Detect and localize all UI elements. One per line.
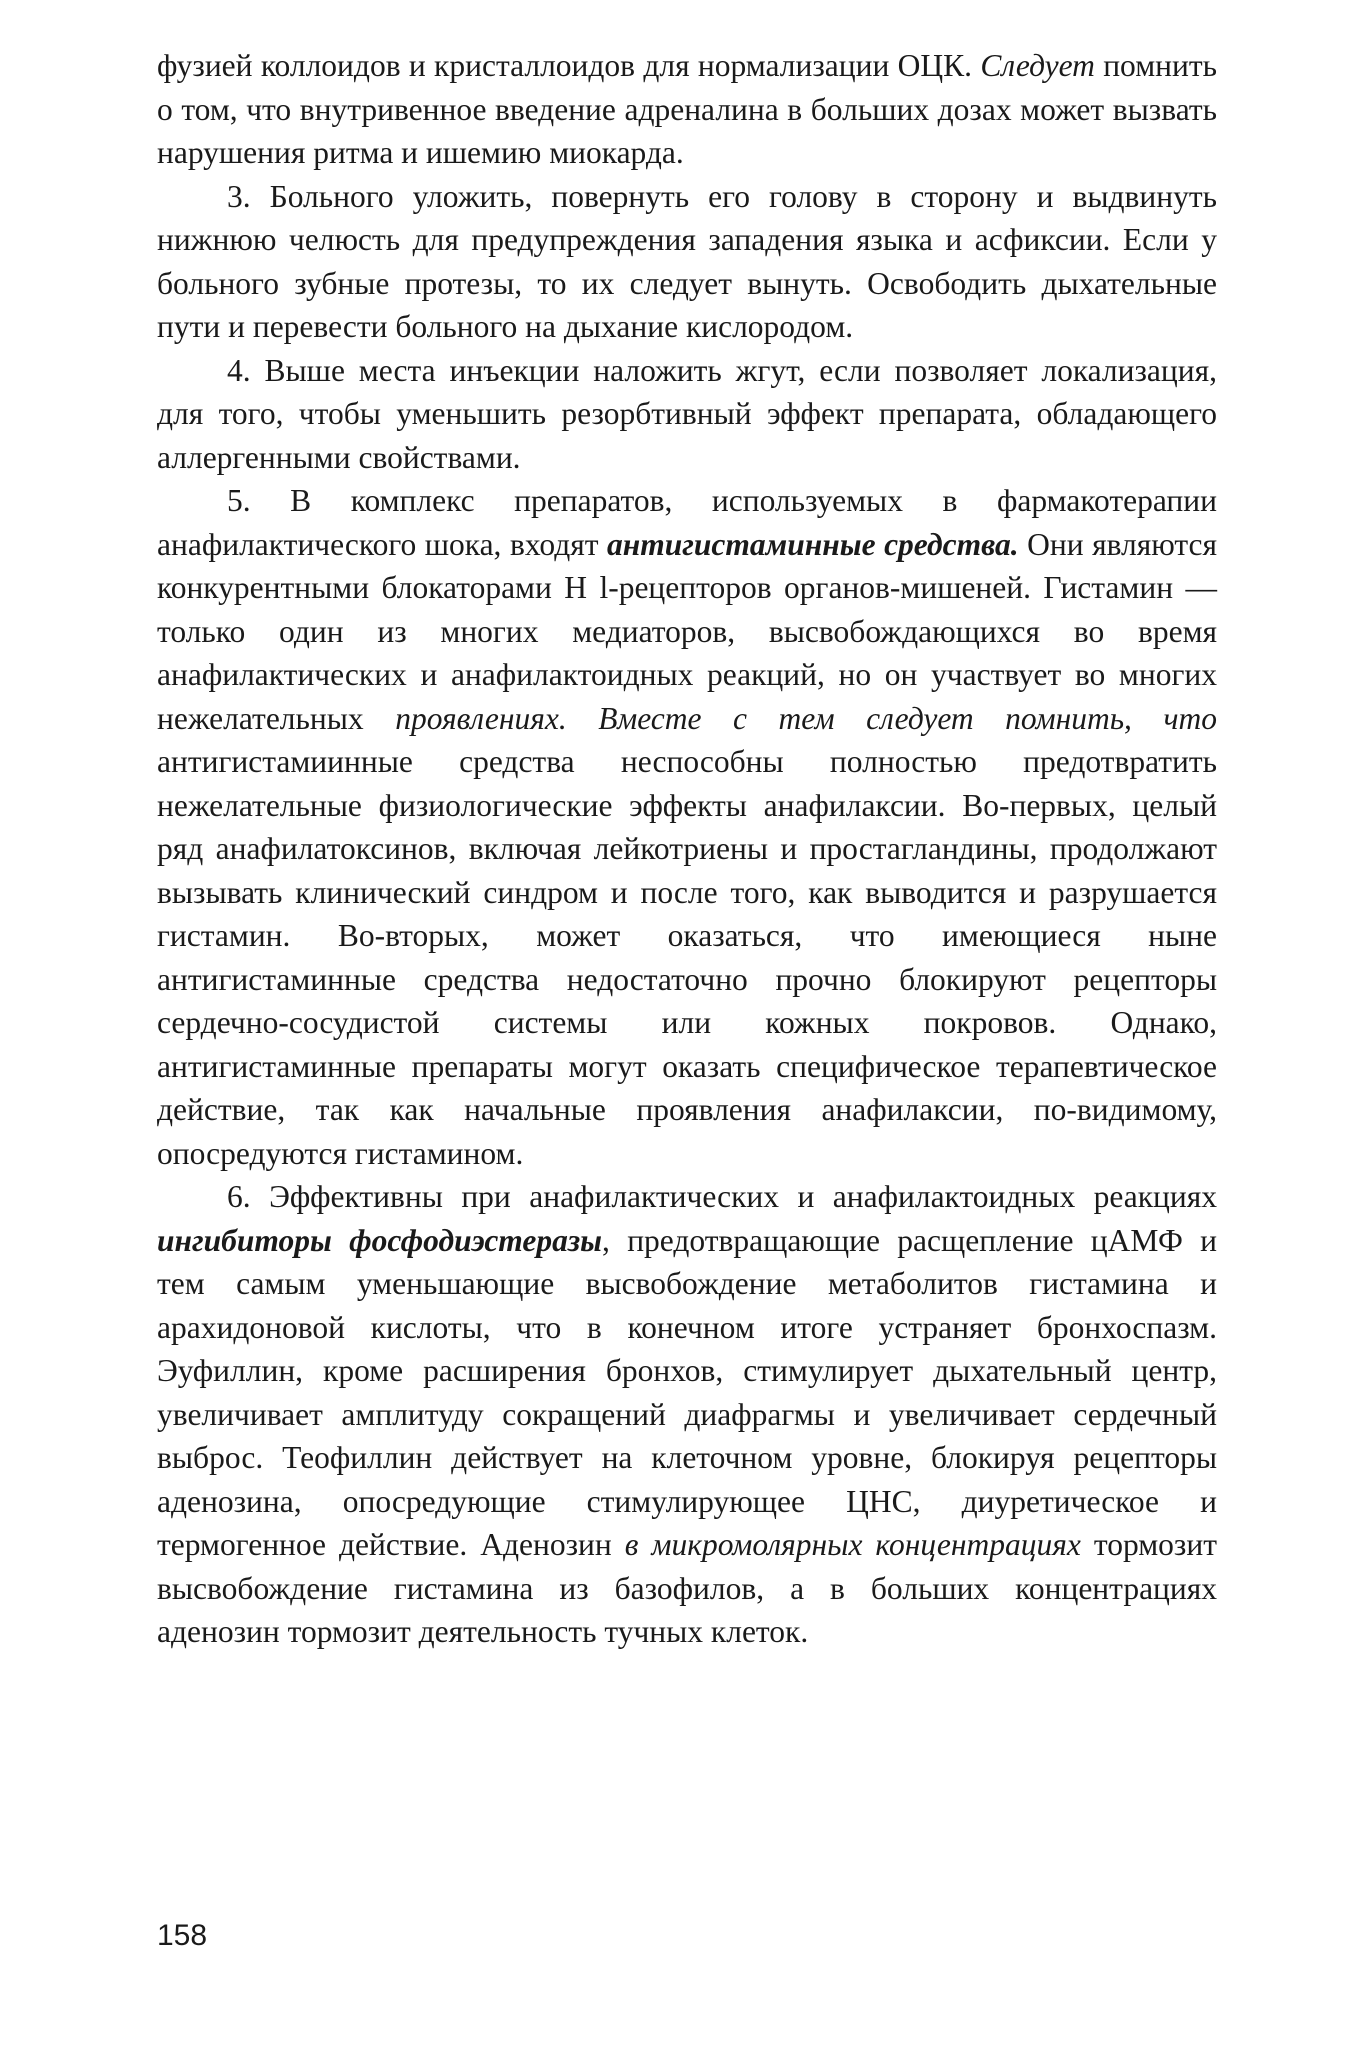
text-run: 6. Эффективны при анафилактических и анафилактоидных реакциях [227, 1179, 1217, 1214]
text-run: антигистамиинные средства неспособны полностью предотвратить нежелательные физиологические эффекты анафилаксии. Во-первых, целый ряд анафилатоксинов, включая лейкотриены и простагландины, продолжают вызывать клинический синдром и после того, как выводится и разрушается гистамин. Во-вторых, может оказаться, что имеющиеся ныне антигистаминные средства недостаточно прочно блокируют рецепторы сердечно-сосудистой системы или кожных покровов. Однако, антигистаминные препараты могут оказать специфическое терапевтическое действие, так как начальные проявления анафилаксии, по-видимому, опосредуются гистамином. [157, 744, 1217, 1171]
body-text [157, 44, 1217, 1654]
text-run: 4. Выше места инъекции наложить жгут, если позволяет локализация, для того, чтобы уменьшить резорбтивный эффект препарата, обладающего аллергенными свойствами. [157, 352, 1217, 475]
text-run: Они являются конкурентными блокаторами Н l-рецепторов органов-мишеней. Гистамин — только один из многих медиаторов, высвобождающихся во время анафилактических и анафилактоидных реакций, но он участвует во многих нежелательных [157, 526, 1217, 736]
paragraph-item-5 [157, 479, 1217, 1175]
text-run: тормозит высвобождение гистамина из базофилов, а в больших концентрациях аденозин тормозит деятельность тучных клеток. [157, 1527, 1217, 1649]
text-run: фузией коллоидов и кристаллоидов для нормализации ОЦК. [157, 48, 981, 83]
text-run: 3. Больного уложить, повернуть его голову в сторону и выдвинуть нижнюю челюсть для предупреждения западения языка и асфиксии. Если у больного зубные протезы, то их следует вынуть. Освободить дыхательные пути и перевести больного на дыхание кислородом. [157, 178, 1217, 344]
text-run: 5. В комплекс препаратов, используемых в фармакотерапии анафилактического шока, входят [157, 483, 1217, 562]
paragraph-item-4 [157, 349, 1217, 480]
emphasis-italic: в микромолярных концентрациях [624, 1527, 1081, 1562]
text-run: , предотвращающие расщепление цАМФ и тем самым уменьшающие высвобождение метаболитов гистамина и арахидоновой кислоты, что в конечном итоге устраняет бронхоспазм. Эуфиллин, кроме расширения бронхов, стимулирует дыхательный центр, увеличивает амплитуду сокращений диафрагмы и увеличивает сердечный выброс. Теофиллин действует на клеточном уровне, блокируя рецепторы аденозина, опосредующие стимулирующее ЦНС, диуретическое и термогенное действие. Аденозин [157, 1222, 1217, 1562]
emphasis-bold-italic: ингибиторы фосфодиэстеразы [157, 1222, 603, 1258]
emphasis-italic: проявлениях. Вместе с тем следует помнить, что [395, 700, 1217, 736]
emphasis-italic: Следует [980, 48, 1095, 83]
page-number: 158 [157, 1919, 208, 1952]
paragraph-item-6 [157, 1175, 1217, 1654]
paragraph-continuation [157, 44, 1217, 175]
text-run: помнить о том, что внутривенное введение адреналина в больших дозах может вызвать нарушения ритма и ишемию миокарда. [157, 48, 1217, 170]
emphasis-bold-italic: антигистаминные средства. [607, 526, 1019, 562]
paragraph-item-3 [157, 175, 1217, 349]
